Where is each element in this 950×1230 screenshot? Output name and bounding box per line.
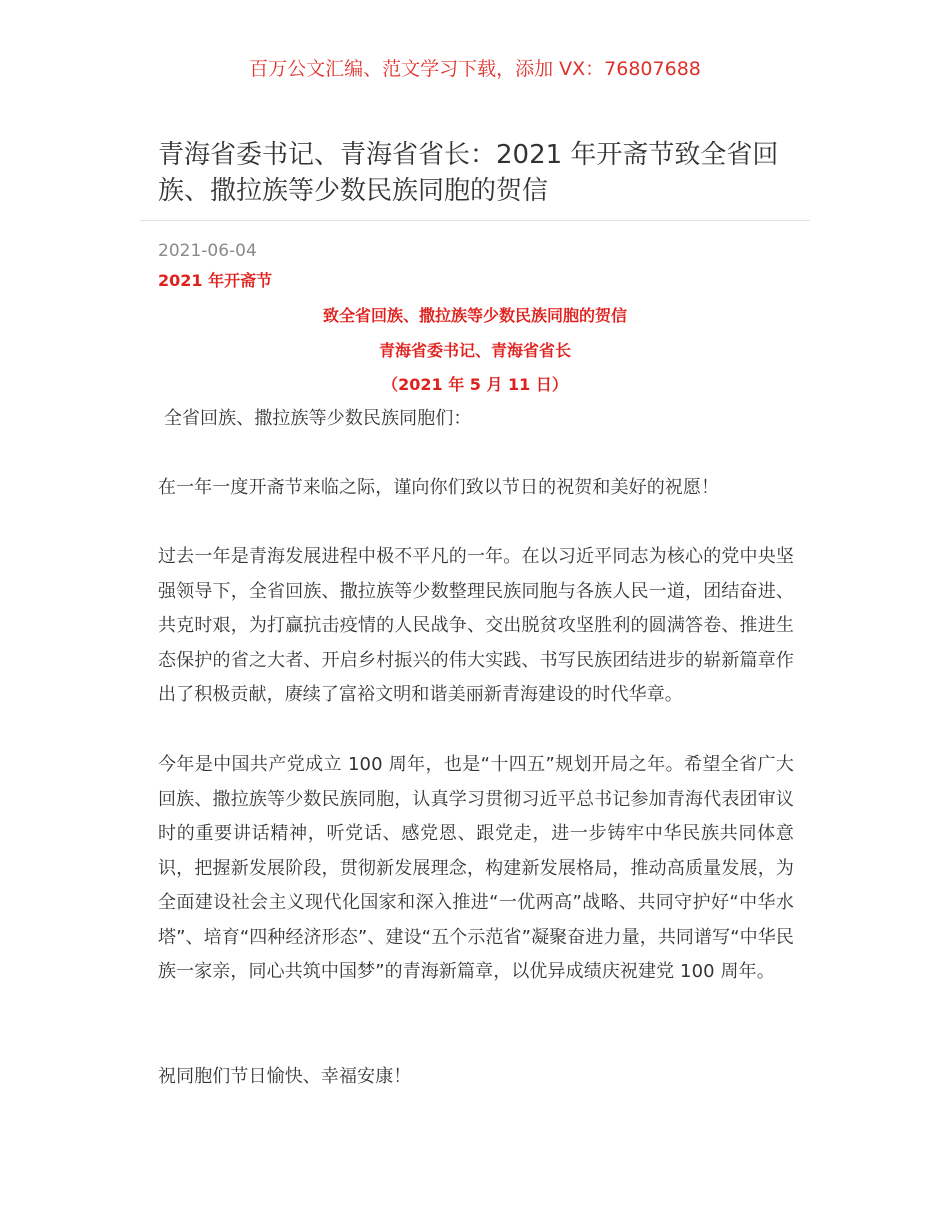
title-divider [140,220,810,221]
letter-subject: 致全省回族、撒拉族等少数民族同胞的贺信 [322,306,627,325]
paragraph-closing: 祝同胞们节日愉快、幸福安康！ [158,1066,412,1087]
paragraph-hope: 今年是中国共产党成立 100 周年，也是“十四五”规划开局之年。希望全省广大回族、撒拉族等少数民族同胞，认真学习贯彻习近平总书记参加青海代表团审议时的重要讲话精神，听党话、感党恩、跟党走，进一步铸牢中华民族共同体意识，把握新发展阶段，贯彻新发展理念，构建新发展格局，推动高质量发展，为全面建设社会主义现代化国家和深入推进“一优两高”战略、共同守护好“中华水塔”、培育“四种经济形态”、建设“五个示范省”凝聚奋进力量，共同谱写“中华民族一家亲，同心共筑中国梦”的青海新篇章，以优异成绩庆祝建党 100 周年。 [158,754,794,982]
letter-senders: 青海省委书记、青海省省长 [378,341,571,360]
paragraph-review: 过去一年是青海发展进程中极不平凡的一年。在以习近平同志为核心的党中央坚强领导下，全省回族、撒拉族等少数整理民族同胞与各族人民一道，团结奋进、共克时艰，为打赢抗击疫情的人民战争、交出脱贫攻坚胜利的圆满答卷、推进生态保护的省之大者、开启乡村振兴的伟大实践、书写民族团结进步的崭新篇章作出了积极贡献，赓续了富裕文明和谐美丽新青海建设的时代华章。 [158,546,794,705]
event-heading: 2021 年开斋节 [158,271,273,290]
paragraph-greeting: 在一年一度开斋节来临之际，谨向你们致以节日的祝贺和美好的祝愿！ [158,477,720,498]
article-title: 青海省委书记、青海省省长：2021 年开斋节致全省回族、撒拉族等少数民族同胞的贺信 [158,140,779,206]
letter-date: （2021 年 5 月 11 日） [382,375,568,394]
promo-banner: 百万公文汇编、范文学习下载，添加 VX：76807688 [249,58,701,80]
publish-date: 2021-06-04 [158,241,257,261]
salutation: 全省回族、撒拉族等少数民族同胞们： [158,408,472,429]
